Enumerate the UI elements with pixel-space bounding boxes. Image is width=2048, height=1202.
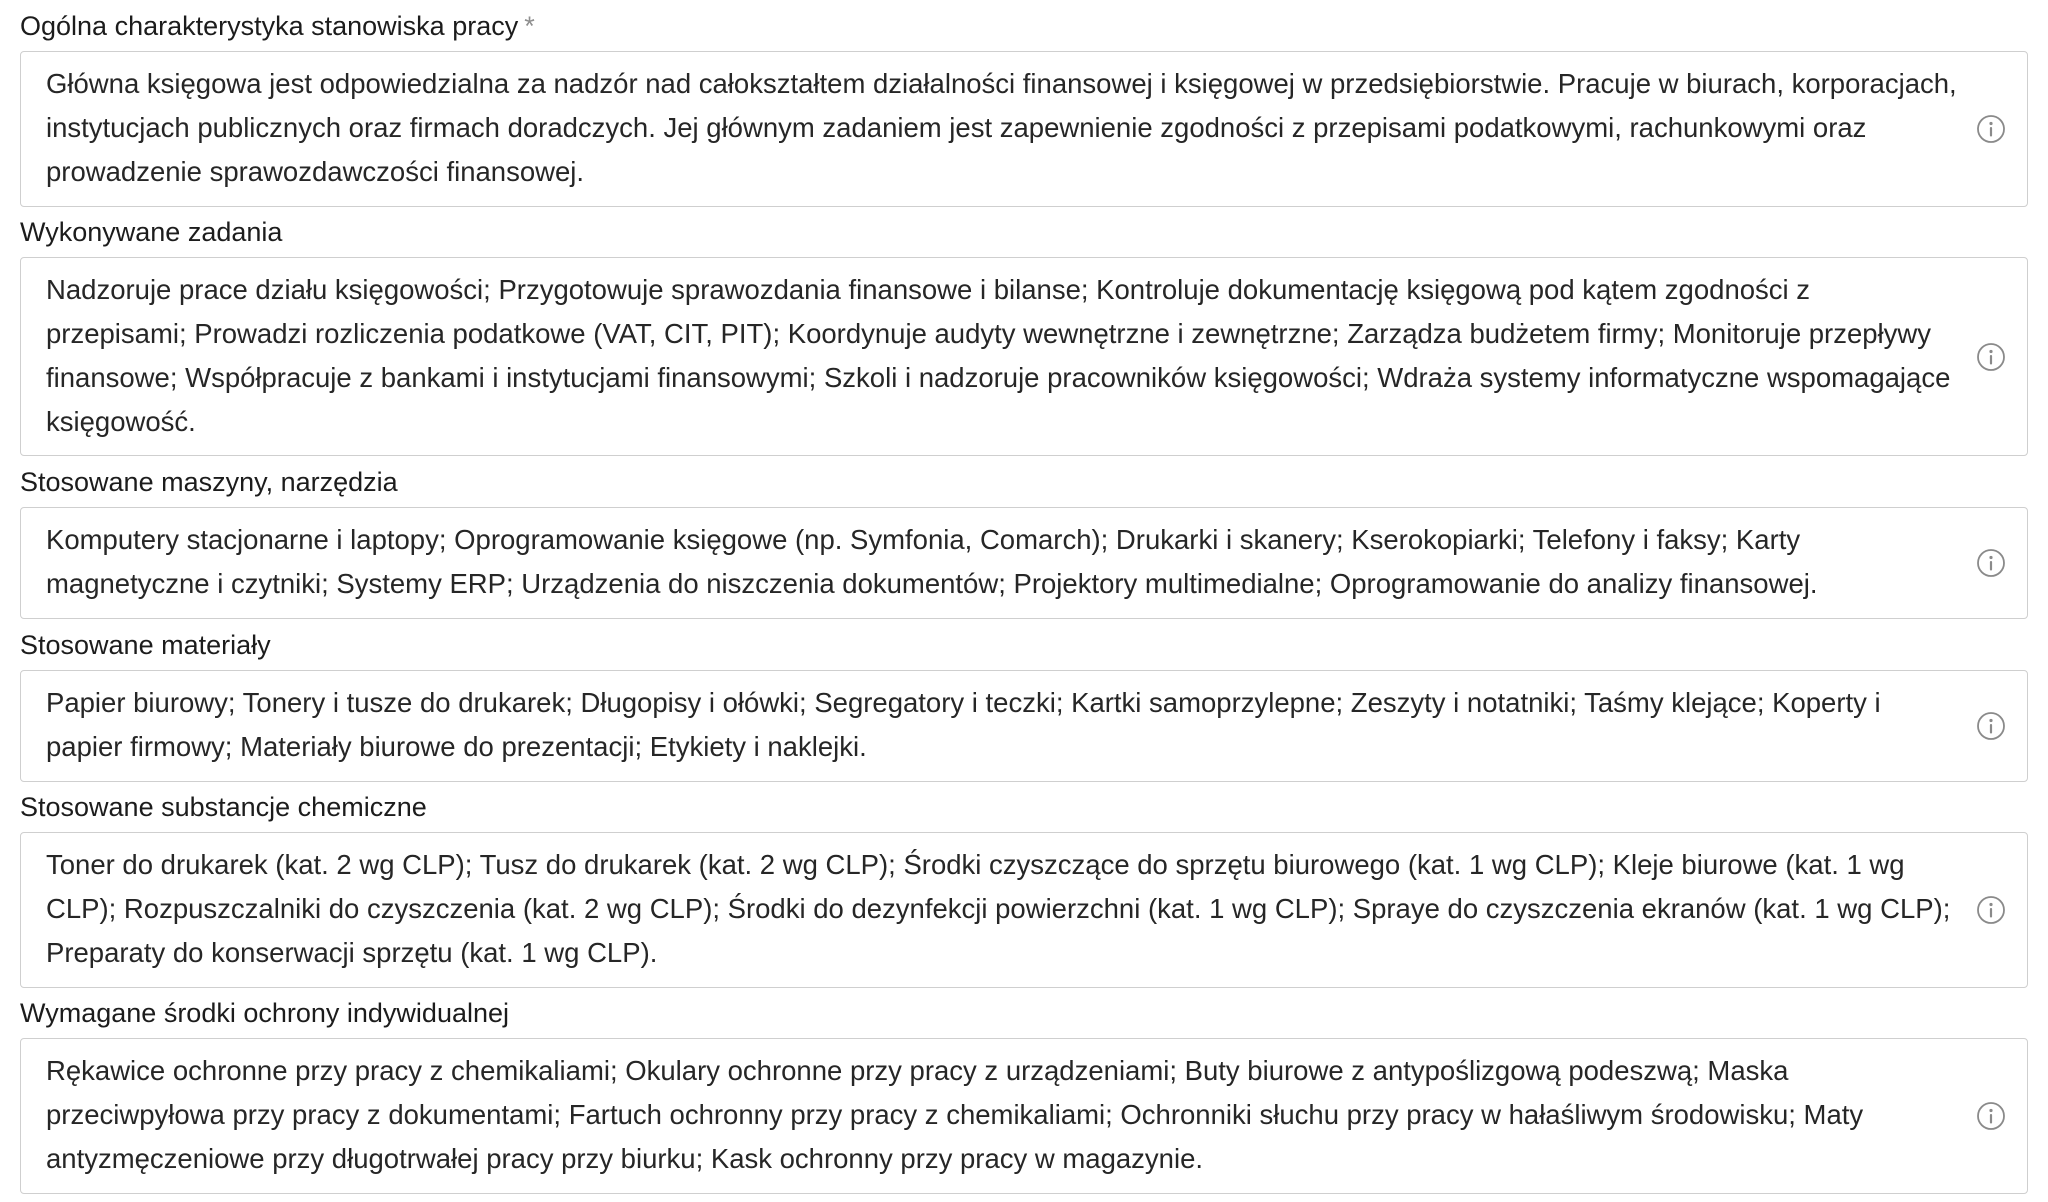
textarea-value: Nadzoruje prace działu księgowości; Przygotowuje sprawozdania finansowe i bilanse; Kontroluje dokumentację księgową pod kątem zgodności z przepisami; Prowadzi rozliczenia podatkowe (VAT, CIT, PIT); Koordynuje audyty wewnętrzne i zewnętrzne; Zarządza budżetem firmy; Monitoruje przepływy finansowe; Współpracuje z bankami i instytucjami finansowymi; Szkoli i nadzoruje pracowników księgowości; Wdraża systemy informatyczne wspomagające księgowość. <box>46 274 1951 437</box>
field-label-text: Wykonywane zadania <box>20 217 283 247</box>
field-machines-tools <box>20 464 2028 620</box>
textarea-value: Komputery stacjonarne i laptopy; Oprogramowanie księgowe (np. Symfonia, Comarch); Drukarki i skanery; Kserokopiarki; Telefony i faksy; Karty magnetyczne i czytniki; Systemy ERP; Urządzenia do niszczenia dokumentów; Projektory multimedialne; Oprogramowanie do analizy finansowej. <box>46 524 1818 599</box>
field-label-text: Stosowane maszyny, narzędzia <box>20 467 398 497</box>
field-performed-tasks <box>20 214 2028 457</box>
info-icon[interactable] <box>1976 1101 2006 1131</box>
field-materials <box>20 627 2028 783</box>
field-label-performed-tasks <box>20 214 282 250</box>
field-label-chemical-substances <box>20 789 427 825</box>
field-chemical-substances <box>20 789 2028 988</box>
field-protective-equipment <box>20 995 2028 1194</box>
field-label-machines-tools <box>20 464 398 500</box>
field-label-text: Ogólna charakterystyka stanowiska pracy <box>20 11 519 41</box>
textarea-value: Toner do drukarek (kat. 2 wg CLP); Tusz do drukarek (kat. 2 wg CLP); Środki czyszczące do sprzętu biurowego (kat. 1 wg CLP); Kleje biurowe (kat. 1 wg CLP); Rozpuszczalniki do czyszczenia (kat. 2 wg CLP); Środki do dezynfekcji powierzchni (kat. 1 wg CLP); Spraye do czyszczenia ekranów (kat. 1 wg CLP); Preparaty do konserwacji sprzętu (kat. 1 wg CLP). <box>46 849 1951 968</box>
textarea-value: Główna księgowa jest odpowiedzialna za nadzór nad całokształtem działalności finansowej i księgowej w przedsiębiorstwie. Pracuje w biurach, korporacjach, instytucjach publicznych oraz firmach doradczych. Jej głównym zadaniem jest zapewnienie zgodności z przepisami podatkowymi, rachunkowymi oraz prowadzenie sprawozdawczości finansowej. <box>46 68 1957 187</box>
info-icon[interactable] <box>1976 711 2006 741</box>
field-label-text: Wymagane środki ochrony indywidualnej <box>20 998 510 1028</box>
textarea-machines-tools[interactable] <box>20 507 2028 619</box>
textarea-value: Rękawice ochronne przy pracy z chemikaliami; Okulary ochronne przy pracy z urządzeniami; Buty biurowe z antypoślizgową podeszwą; Maska przeciwpyłowa przy pracy z dokumentami; Fartuch ochronny przy pracy z chemikaliami; Ochronniki słuchu przy pracy w hałaśliwym środowisku; Maty antyzmęczeniowe przy długotrwałej pracy przy biurku; Kask ochronny przy pracy w magazynie. <box>46 1055 1864 1174</box>
info-icon[interactable] <box>1976 548 2006 578</box>
textarea-chemical-substances[interactable] <box>20 832 2028 988</box>
field-label-text: Stosowane materiały <box>20 630 271 660</box>
field-label-materials <box>20 627 271 663</box>
info-icon[interactable] <box>1976 895 2006 925</box>
info-icon[interactable] <box>1976 342 2006 372</box>
textarea-protective-equipment[interactable] <box>20 1038 2028 1194</box>
textarea-materials[interactable] <box>20 670 2028 782</box>
field-label-protective-equipment <box>20 995 509 1031</box>
required-asterisk: * <box>524 11 535 41</box>
textarea-value: Papier biurowy; Tonery i tusze do drukarek; Długopisy i ołówki; Segregatory i teczki; Kartki samoprzylepne; Zeszyty i notatniki; Taśmy klejące; Koperty i papier firmowy; Materiały biurowe do prezentacji; Etykiety i naklejki. <box>46 687 1881 762</box>
field-label-text: Stosowane substancje chemiczne <box>20 792 427 822</box>
textarea-general-characteristics[interactable] <box>20 51 2028 207</box>
textarea-performed-tasks[interactable] <box>20 257 2028 456</box>
field-label-general-characteristics <box>20 8 535 44</box>
info-icon[interactable] <box>1976 114 2006 144</box>
field-general-characteristics <box>20 8 2028 207</box>
